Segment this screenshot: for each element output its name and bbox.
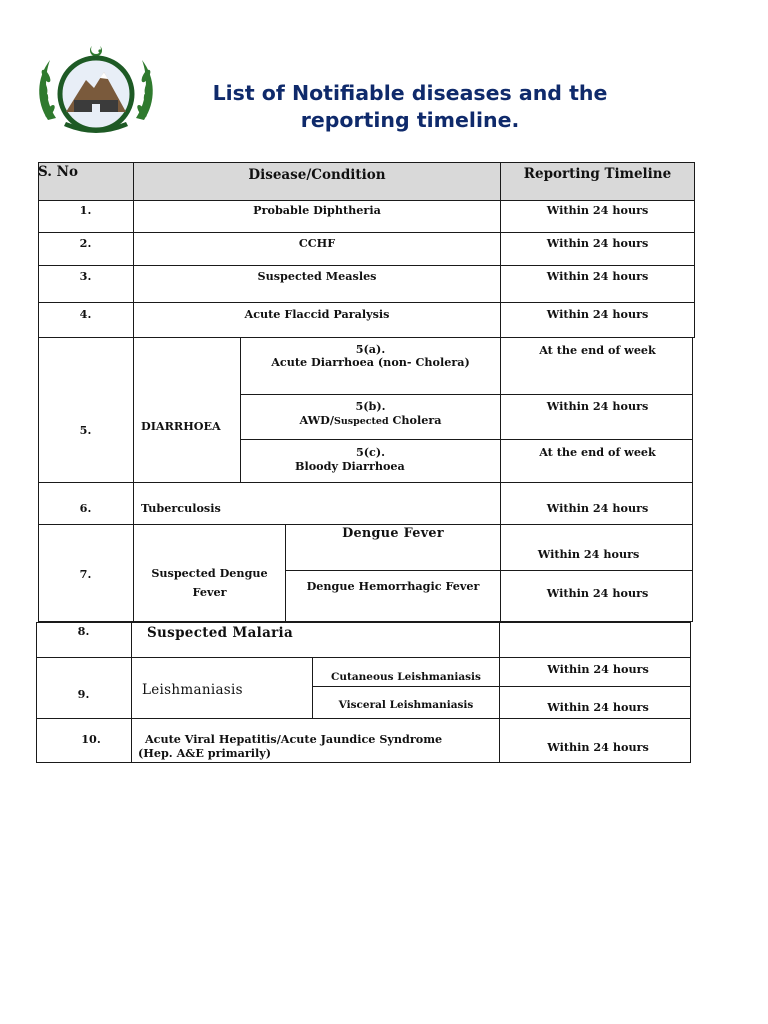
disease-name: Suspected Malaria [147,625,294,641]
name-prefix: AWD/ [299,413,334,427]
sub-disease-name: Bloody Diarrhoea [295,459,405,473]
reporting-timeline: At the end of week [539,445,656,459]
reporting-timeline: At the end of week [539,343,656,357]
reporting-timeline: Within 24 hours [546,399,649,413]
serial-number: 4. [79,307,92,321]
sub-disease-name: Dengue Fever [342,526,444,541]
government-emblem-logo [34,42,158,142]
reporting-timeline: Within 24 hours [546,203,649,217]
sub-disease-name [241,413,500,429]
serial-number: 8. [77,624,90,638]
reporting-timeline: Within 24 hours [547,740,649,754]
sub-disease-code: 5(c). [355,445,386,459]
disease-name: Suspected Measles [257,269,377,283]
serial-number: 6. [79,501,92,515]
serial-number: 3. [79,269,92,283]
reporting-timeline: Within 24 hours [546,236,649,250]
header-reporting-timeline: Reporting Timeline [523,166,672,182]
sub-disease-name: Dengue Hemorrhagic Fever [306,579,480,593]
serial-number: 9. [77,687,90,701]
serial-number: 7. [79,567,92,581]
header-disease-condition: Disease/Condition [248,167,386,183]
disease-name: Probable Diphtheria [253,203,381,217]
disease-group-label: DIARRHOEA [141,419,221,433]
crescent-star-icon [90,46,102,56]
sub-disease-name: Visceral Leishmaniasis [338,699,474,711]
reporting-timeline: Within 24 hours [546,307,649,321]
fort-icon [74,100,118,112]
serial-number: 2. [79,236,92,250]
disease-group-label-line-2: Fever [192,585,227,599]
disease-name-line-1: Acute Viral Hepatitis/Acute Jaundice Syndrome [145,732,443,746]
sub-disease-code: 5(a). [355,342,386,356]
disease-name: Tuberculosis [141,501,221,515]
disease-name: CCHF [298,236,336,250]
name-small: Suspected [333,416,389,427]
disease-group-label-line-1: Suspected Dengue [151,566,268,580]
reporting-timeline: Within 24 hours [547,662,649,676]
header-serial-number: S. No [38,164,79,180]
serial-number: 10. [81,732,101,746]
reporting-timeline: Within 24 hours [537,547,640,561]
reporting-timeline: Within 24 hours [546,586,649,600]
reporting-timeline: Within 24 hours [546,501,649,515]
sub-disease-code: 5(b). [355,399,386,413]
disease-name: Acute Flaccid Paralysis [244,307,390,321]
sub-disease-name: Cutaneous Leishmaniasis [331,671,481,683]
serial-number: 1. [79,203,92,217]
sub-disease-name: Acute Diarrhoea (non- Cholera) [271,355,470,369]
title-line-2: reporting timeline. [300,108,520,132]
disease-name-line-2: (Hep. A&E primarily) [138,746,272,760]
reporting-timeline: Within 24 hours [547,700,649,714]
title-line-1: List of Notifiable diseases and the [212,81,608,105]
document-title [170,80,650,134]
serial-number: 5. [79,423,92,437]
reporting-timeline: Within 24 hours [546,269,649,283]
disease-group-label: Leishmaniasis [142,682,243,698]
name-suffix: Cholera [388,413,442,427]
